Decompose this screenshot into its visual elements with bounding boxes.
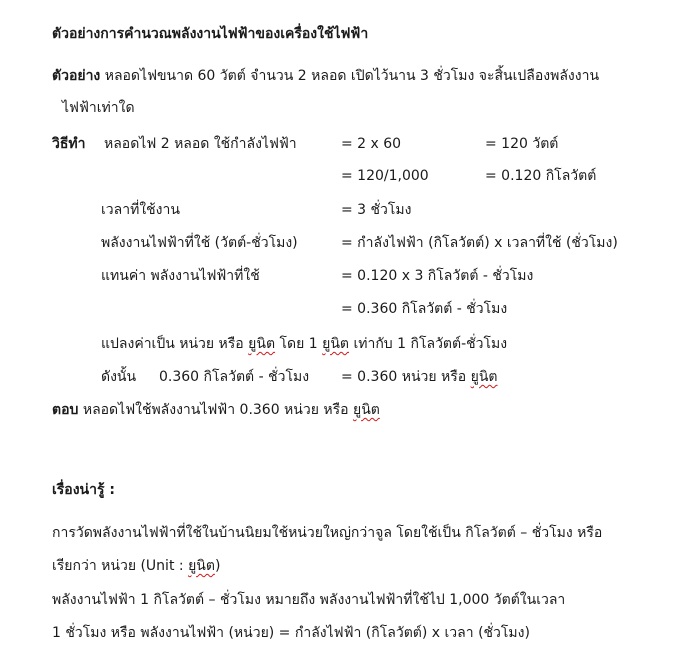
knowledge-p2-line-2: 1 ชั่วโมง หรือ พลังงานไฟฟ้า (หน่วย) = กำลังไฟฟ้า (กิโลวัตต์) x เวลา (ชั่วโมง) bbox=[52, 625, 530, 641]
page-title: ตัวอย่างการคำนวณพลังงานไฟฟ้าของเครื่องใช้ไฟฟ้า bbox=[52, 26, 369, 42]
therefore-value: 0.360 กิโลวัตต์ - ชั่วโมง bbox=[159, 369, 310, 385]
power-equation-1: = 2 x 60 bbox=[341, 136, 402, 152]
time-label: เวลาที่ใช้งาน bbox=[101, 202, 180, 218]
example-line-2: ไฟฟ้าเท่าใด bbox=[62, 100, 135, 116]
knowledge-p1-close: ) bbox=[214, 558, 221, 574]
substitute-equation-1: = 0.120 x 3 กิโลวัตต์ - ชั่วโมง bbox=[341, 268, 534, 284]
energy-label: พลังงานไฟฟ้าที่ใช้ (วัตต์-ชั่วโมง) bbox=[101, 235, 298, 251]
example-line-1 bbox=[52, 66, 599, 86]
power-result-1: = 120 วัตต์ bbox=[485, 136, 559, 152]
method-label: วิธีทำ bbox=[52, 136, 86, 152]
power-result-2: = 0.120 กิโลวัตต์ bbox=[485, 168, 597, 184]
convert-text-2: โดย 1 bbox=[275, 336, 323, 352]
convert-text-1: แปลงค่าเป็น หน่วย หรือ bbox=[101, 336, 249, 352]
knowledge-p2-line-1: พลังงานไฟฟ้า 1 กิโลวัตต์ – ชั่วโมง หมายถึง พลังงานไฟฟ้าที่ใช้ไป 1,000 วัตต์ในเวลา bbox=[52, 592, 566, 608]
therefore-equation-text: = 0.360 หน่วย หรือ bbox=[341, 369, 471, 385]
convert-text-3: เท่ากับ 1 กิโลวัตต์-ชั่วโมง bbox=[349, 336, 508, 352]
power-equation-2: = 120/1,000 bbox=[341, 168, 429, 184]
knowledge-p1-line-1: การวัดพลังงานไฟฟ้าที่ใช้ในบ้านนิยมใช้หน่วยใหญ่กว่าจูล โดยใช้เป็น กิโลวัตต์ – ชั่วโมง หรือ bbox=[52, 525, 603, 541]
unit-word: ยูนิต bbox=[188, 558, 215, 574]
answer-text: หลอดไฟใช้พลังงานไฟฟ้า 0.360 หน่วย หรือ bbox=[82, 402, 353, 418]
answer-line bbox=[52, 400, 380, 420]
energy-equation: = กำลังไฟฟ้า (กิโลวัตต์) x เวลาที่ใช้ (ชั่วโมง) bbox=[341, 235, 618, 251]
knowledge-p1-line-2 bbox=[52, 556, 220, 576]
therefore-equation bbox=[341, 367, 498, 387]
unit-word: ยูนิต bbox=[470, 369, 498, 385]
therefore-label: ดังนั้น bbox=[101, 369, 137, 385]
example-label: ตัวอย่าง bbox=[52, 68, 101, 84]
unit-word: ยูนิต bbox=[322, 336, 349, 352]
unit-word: ยูนิต bbox=[352, 402, 380, 418]
convert-line bbox=[101, 334, 507, 354]
power-label: หลอดไฟ 2 หลอด ใช้กำลังไฟฟ้า bbox=[104, 136, 297, 152]
knowledge-p1-text: เรียกว่า หน่วย (Unit : bbox=[52, 558, 189, 574]
knowledge-heading: เรื่องน่ารู้ : bbox=[52, 482, 115, 498]
substitute-label: แทนค่า พลังงานไฟฟ้าที่ใช้ bbox=[101, 268, 260, 284]
substitute-equation-2: = 0.360 กิโลวัตต์ - ชั่วโมง bbox=[341, 301, 508, 317]
answer-label: ตอบ bbox=[52, 402, 79, 418]
example-text-1: หลอดไฟขนาด 60 วัตต์ จำนวน 2 หลอด เปิดไว้นาน 3 ชั่วโมง จะสิ้นเปลืองพลังงาน bbox=[104, 68, 600, 84]
time-equation: = 3 ชั่วโมง bbox=[341, 202, 412, 218]
unit-word: ยูนิต bbox=[248, 336, 276, 352]
